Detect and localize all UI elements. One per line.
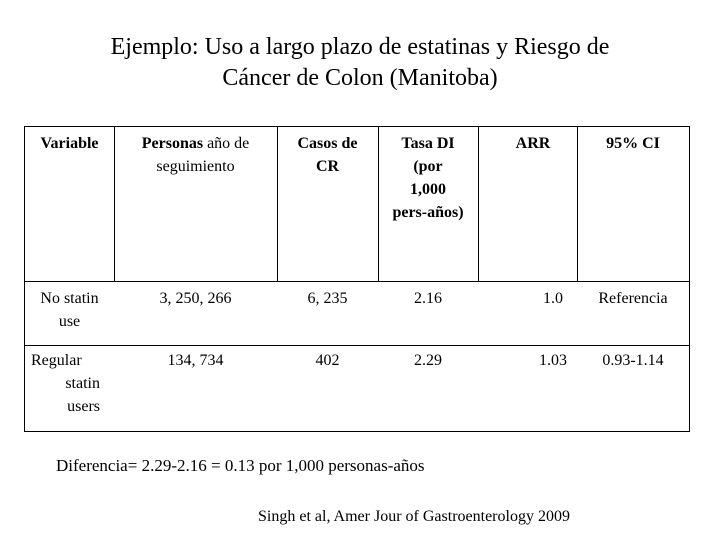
- header-casos-line2: CR: [315, 158, 340, 175]
- row1-variable-line1: No statin: [40, 290, 99, 307]
- row2-arr: 1.03: [539, 352, 567, 369]
- header-personas-line2: seguimiento: [156, 158, 235, 175]
- header-personas: [114, 132, 277, 178]
- header-personas-rest: año de: [203, 135, 250, 152]
- row1-casos: 6, 235: [307, 290, 348, 307]
- header-ci: 95% CI: [606, 135, 660, 152]
- header-tasa-line2: (por: [413, 158, 443, 175]
- row2-ci: 0.93-1.14: [602, 352, 664, 369]
- header-arr: ARR: [515, 135, 551, 152]
- row-divider: [25, 345, 690, 346]
- row2-personas: 134, 734: [167, 352, 224, 369]
- results-table: [24, 126, 690, 432]
- row2-variable-line1: Regular: [31, 352, 82, 369]
- title-line-1: Ejemplo: Uso a largo plazo de estatinas y Riesgo de: [110, 34, 610, 60]
- header-tasa-line1: Tasa DI: [401, 135, 455, 152]
- header-tasa: [378, 132, 478, 224]
- title-line-2: Cáncer de Colon (Manitoba): [222, 65, 498, 91]
- row2-variable-line3: users: [67, 398, 100, 415]
- row1-personas: 3, 250, 266: [159, 290, 232, 307]
- header-tasa-line3: 1,000: [410, 181, 446, 198]
- header-tasa-line4: pers-años): [392, 204, 464, 221]
- citation: Singh et al, Amer Jour of Gastroenterology 2009: [258, 508, 570, 525]
- row1-tasa: 2.16: [414, 290, 442, 307]
- row2-variable-line2: statin: [65, 375, 100, 392]
- row2-tasa: 2.29: [414, 352, 442, 369]
- slide-title: [0, 32, 720, 94]
- header-variable: Variable: [40, 135, 99, 152]
- row1-ci: Referencia: [598, 290, 668, 307]
- header-casos-line1: Casos de: [297, 135, 358, 152]
- row1-arr: 1.0: [543, 290, 563, 307]
- row2-casos: 402: [315, 352, 340, 369]
- difference-note: Diferencia= 2.29-2.16 = 0.13 por 1,000 personas-años: [56, 456, 425, 475]
- row2-variable: [25, 349, 114, 418]
- col-divider: [689, 127, 690, 431]
- row-divider: [25, 281, 690, 282]
- header-personas-bold: Personas: [141, 135, 204, 152]
- row1-variable-line2: use: [58, 313, 81, 330]
- header-casos: [277, 132, 378, 178]
- row1-variable: [25, 287, 114, 333]
